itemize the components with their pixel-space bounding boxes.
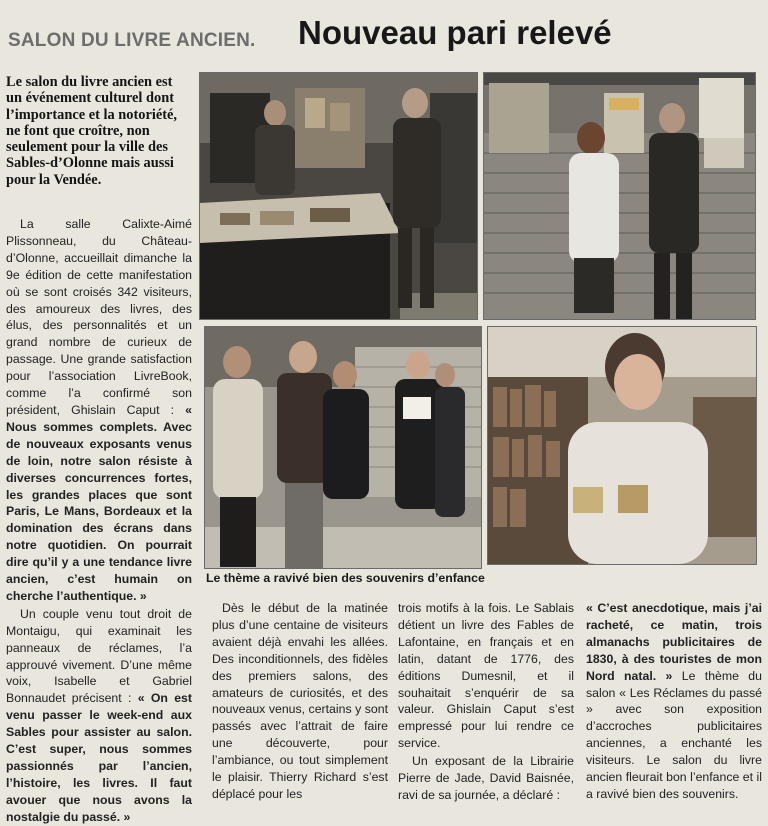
body-paragraph [212, 600, 388, 803]
paragraph-quote: « On est venu passer le week-end aux Sables pour assister au salon. C’est super, nous sommes passionnés par l’ancien, l’histoire, les livres. Il faut avouer que nous avons la nostalgie du passé. » [6, 691, 192, 824]
body-column-1 [6, 216, 192, 826]
paragraph-text: La salle Calixte-Aimé Plissonneau, du Château-d’Olonne, accueillait dimanche la 9e édition de cette manifestation où se sont croisés 342 visiteurs, des amoureux des livres, des élus, des personnalités et un grand nombre de curieux de passage. Une grande satisfaction pour l’association LivreBook, comme l’a confirmé son président, Ghislain Caput : [6, 217, 192, 417]
photo-posters-wall [483, 72, 756, 320]
paragraph-text: Un couple venu tout droit de Montaigu, qui examinait les panneaux de réclames, l’a approuvé vivement. D’une même voix, Isabelle et Gabriel Bonnaudet précisent : [6, 606, 192, 706]
paragraph-text: Dès le début de la matinée plus d’une centaine de visiteurs avaient déjà envahi les allées. Des inconditionnels, des fidèles des premiers salons, des amateurs de curiosités, et des nouveaux venus, certains y sont passés avec l’attrait de faire une découverte, pour l’ambiance, ou tout simplement le plaisir. Thierry Richard s’est déplacé pour les [212, 601, 388, 801]
article-header [8, 14, 760, 54]
photo-exhibitor-illustration [488, 327, 756, 564]
body-column-2 [212, 600, 388, 803]
photo-caption: Le thème a ravivé bien des souvenirs d’enfance [206, 571, 485, 585]
article-headline: Nouveau pari relevé [298, 14, 612, 51]
paragraph-quote: « Nous sommes complets. Avec de nouveaux exposants venus de loin, notre salon résiste à diverses concurrences fortes, les grandes places que sont Paris, Le Mans, Bordeaux et la domination des écrans dans notre quotidien. On pourrait dire qu’il y a une tendance livre ancien, c’est humain on cherche l’authentique. » [6, 402, 192, 603]
lead-paragraph [6, 74, 192, 188]
body-column-4 [586, 600, 762, 803]
paragraph-text: Un exposant de la Librairie Pierre de Jade, David Baisnée, ravi de sa journée, a déclaré : [398, 754, 574, 802]
photo-group-visitors-illustration [205, 327, 481, 568]
photo-posters-wall-illustration [484, 73, 755, 319]
photo-book-stand [199, 72, 478, 320]
photo-book-stand-illustration [200, 73, 477, 319]
lead-text: Le salon du livre ancien est un événement culturel dont l’importance et la notoriété, ne font que croître, non seulement pour la ville des Sables-d’Olonne mais aussi pour la Vendée. [6, 74, 178, 188]
body-column-3 [398, 600, 574, 804]
photo-group-visitors [204, 326, 482, 569]
paragraph-tail: Le thème du salon « Les Réclames du passé » avec son exposition d’accroches publicitaires anciennes, a enchanté les visiteurs. Le salon du livre ancien fleurait bon l’enfance et il a ravivé bien des souvenirs. [586, 668, 762, 801]
body-paragraph [586, 600, 762, 803]
photo-exhibitor-almanachs [487, 326, 757, 565]
paragraph-quote: « C’est anecdotique, mais j’ai racheté, ce matin, trois almanachs publicitaires de 1830, à des touristes de mon Nord natal. » [586, 601, 762, 683]
body-paragraph [398, 600, 574, 752]
body-paragraph [6, 216, 192, 605]
section-kicker: SALON DU LIVRE ANCIEN. [8, 30, 256, 51]
body-paragraph [6, 606, 192, 826]
body-paragraph [398, 753, 574, 804]
paragraph-text: trois motifs à la fois. Le Sablais détient un livre des Fables de Lafontaine, en français et en latin, datant de 1776, des éditions Dumesnil, et il souhaitait s’enquérir de sa valeur. Ghislain Caput s’est empressé pour lui rendre ce service. [398, 601, 574, 751]
